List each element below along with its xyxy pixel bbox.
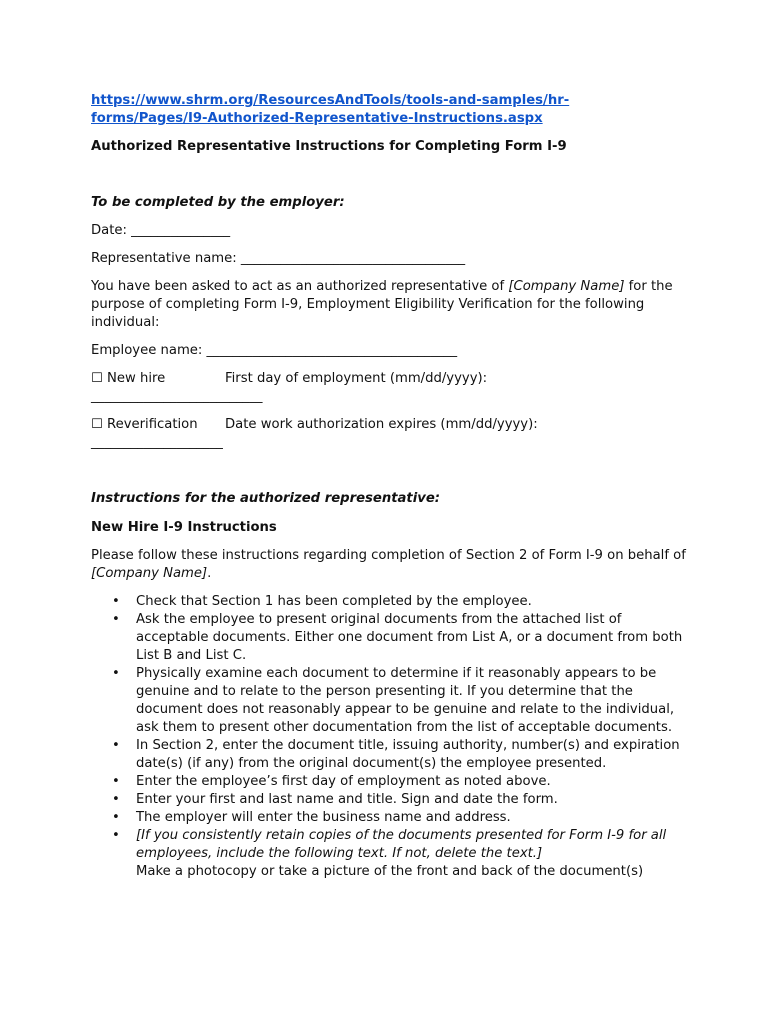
intro-text-start: You have been asked to act as an authorized representative of bbox=[91, 279, 509, 294]
list-item: • The employer will enter the business name and address. bbox=[112, 810, 511, 825]
expiration-date-blank: ____________________ bbox=[91, 435, 223, 450]
list-item bbox=[91, 827, 691, 881]
first-day-field-label: First day of employment (mm/dd/yyyy): bbox=[225, 371, 488, 386]
new-hire-checkbox-label[interactable]: ☐ New hire bbox=[91, 371, 166, 386]
checkbox-icon[interactable]: ☐ bbox=[91, 417, 103, 432]
company-name-placeholder: [Company Name] bbox=[91, 566, 208, 581]
representative-name-field: Representative name: __________________________________ bbox=[91, 251, 466, 266]
source-link-line-2[interactable]: forms/Pages/I9-Authorized-Representative-Instructions.aspx bbox=[91, 111, 543, 126]
expiration-date-field-label: Date work authorization expires (mm/dd/yyyy): bbox=[225, 417, 538, 432]
rep-section-heading: Instructions for the authorized representative: bbox=[91, 491, 441, 506]
bullet-icon: • bbox=[112, 738, 120, 753]
employer-section-heading: To be completed by the employer: bbox=[91, 195, 345, 210]
source-link-line-1[interactable]: https://www.shrm.org/ResourcesAndTools/tools-and-samples/hr- bbox=[91, 93, 570, 108]
company-name-placeholder: [Company Name] bbox=[508, 279, 625, 294]
source-link[interactable] bbox=[91, 92, 691, 128]
list-item: • Ask the employee to present original documents from the attached list of acceptable documents. Either one document from List A, or a document from both List B and List C. bbox=[112, 612, 683, 663]
bullet-icon: • bbox=[112, 594, 120, 609]
document-title: Authorized Representative Instructions for Completing Form I-9 bbox=[91, 139, 567, 154]
checkbox-icon[interactable]: ☐ bbox=[91, 371, 103, 386]
bullet-icon: • bbox=[112, 828, 120, 843]
reverification-option bbox=[91, 416, 691, 434]
bullet-icon: • bbox=[112, 810, 120, 825]
document-body bbox=[91, 92, 691, 881]
bullet-icon: • bbox=[112, 666, 120, 681]
reverification-checkbox-label[interactable]: ☐ Reverification bbox=[91, 417, 198, 432]
bullet-icon: • bbox=[112, 612, 120, 627]
first-day-blank: __________________________ bbox=[91, 389, 263, 404]
optional-text-note: [If you consistently retain copies of the documents presented for Form I-9 for all employees, include the following text. If not, delete the text.] bbox=[136, 828, 667, 861]
bullet-icon: • bbox=[112, 774, 120, 789]
list-item: • Enter your first and last name and title. Sign and date the form. bbox=[112, 792, 558, 807]
intro-text-end: for the purpose of completing Form I-9, Employment Eligibility Verification for the following individual: bbox=[91, 279, 673, 330]
list-item: • Physically examine each document to determine if it reasonably appears to be genuine and to relate to the person presenting it. If you determine that the document does not reasonably appear to be genuine and relate to the individual, ask them to present other documentation from the list of acceptable documents. bbox=[112, 666, 675, 735]
new-hire-instructions-heading: New Hire I-9 Instructions bbox=[91, 520, 277, 535]
list-item: • Enter the employee’s first day of employment as noted above. bbox=[112, 774, 551, 789]
instructions-intro: Please follow these instructions regarding completion of Section 2 of Form I-9 on behalf of [Company Name]. bbox=[91, 548, 686, 581]
photocopy-instruction: Make a photocopy or take a picture of the front and back of the document(s) bbox=[136, 864, 644, 879]
instruction-list bbox=[91, 593, 691, 881]
list-item: • Check that Section 1 has been completed by the employee. bbox=[112, 594, 532, 609]
list-item: • In Section 2, enter the document title, issuing authority, number(s) and expiration date(s) (if any) from the original document(s) the employee presented. bbox=[112, 738, 680, 771]
employee-name-field: Employee name: ______________________________________ bbox=[91, 343, 458, 358]
new-hire-option bbox=[91, 370, 691, 388]
authorization-intro bbox=[91, 278, 691, 332]
date-field: Date: _______________ bbox=[91, 223, 231, 238]
bullet-icon: • bbox=[112, 792, 120, 807]
